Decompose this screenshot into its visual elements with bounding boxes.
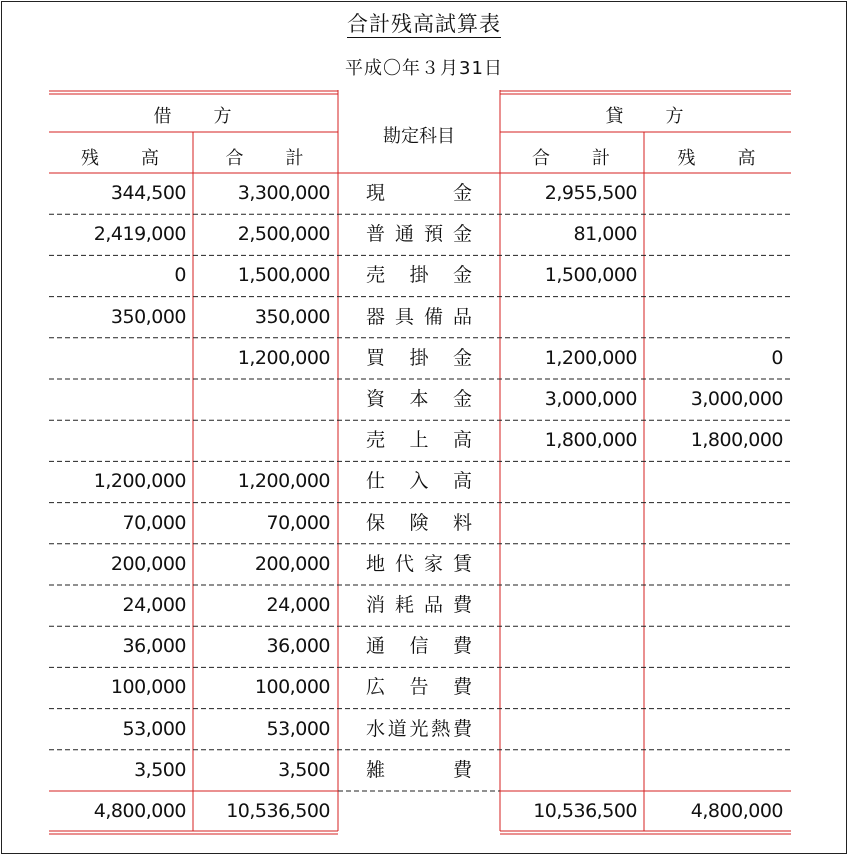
credit-total-total: 10,536,500 <box>533 800 637 822</box>
debit-balance-cell: 100,000 <box>110 676 186 699</box>
account-char: 険 <box>409 511 429 534</box>
debit-total-cell: 3,300,000 <box>237 182 330 204</box>
account-char: 備 <box>423 305 443 328</box>
debit-total-cell: 1,200,000 <box>237 470 330 493</box>
account-char: 光 <box>409 717 429 740</box>
credit-balance-total: 4,800,000 <box>690 800 783 822</box>
credit-total-cell: 2,955,500 <box>544 182 637 204</box>
credit-balance-header: 残 高 <box>677 148 758 169</box>
account-char: 上 <box>409 429 429 452</box>
account-char: 売 <box>366 429 386 452</box>
account-name <box>366 503 472 544</box>
account-char: 器 <box>366 305 386 328</box>
debit-balance-cell: 53,000 <box>122 717 186 740</box>
account-char: 売 <box>366 264 386 287</box>
debit-total-cell: 70,000 <box>266 511 330 534</box>
account-char: 資 <box>366 388 386 410</box>
debit-balance-total: 4,800,000 <box>93 800 186 822</box>
account-char: 水 <box>366 717 386 740</box>
debit-total-cell: 36,000 <box>266 635 330 658</box>
account-char: 費 <box>452 635 472 658</box>
debit-total-total: 10,536,500 <box>226 800 330 822</box>
account-name <box>366 626 472 667</box>
account-char: 費 <box>452 676 472 699</box>
account-name <box>366 255 472 296</box>
account-char: 現 <box>366 182 386 204</box>
account-char: 告 <box>409 676 429 699</box>
credit-balance-cell: 1,800,000 <box>690 429 783 452</box>
account-char: 高 <box>452 470 472 493</box>
account-char: 地 <box>366 552 386 575</box>
account-char: 品 <box>423 594 443 616</box>
debit-balance-cell: 2,419,000 <box>93 223 186 246</box>
credit-total-cell: 81,000 <box>573 223 637 246</box>
account-char: 普 <box>366 223 386 246</box>
account-char: 費 <box>452 758 472 781</box>
debit-balance-cell: 200,000 <box>110 552 186 575</box>
account-char: 費 <box>452 594 472 616</box>
debit-total-cell: 1,500,000 <box>237 264 330 287</box>
debit-balance-cell: 24,000 <box>122 594 186 616</box>
account-char: 掛 <box>409 346 429 369</box>
debit-balance-cell: 36,000 <box>122 635 186 658</box>
credit-total-cell: 3,000,000 <box>544 388 637 410</box>
debit-total-cell: 2,500,000 <box>237 223 330 246</box>
account-name <box>366 667 472 708</box>
debit-balance-cell: 3,500 <box>134 758 186 781</box>
debit-balance-cell: 0 <box>174 264 186 287</box>
account-char: 料 <box>452 511 472 534</box>
report-date: 平成〇年３月31日 <box>345 58 503 79</box>
account-name <box>366 338 472 379</box>
account-name <box>366 750 472 791</box>
account-name <box>366 173 472 214</box>
account-name <box>366 461 472 502</box>
credit-header: 貸 方 <box>605 106 686 127</box>
debit-balance-cell: 1,200,000 <box>93 470 186 493</box>
account-char: 高 <box>452 429 472 452</box>
account-char: 品 <box>452 305 472 328</box>
debit-total-cell: 24,000 <box>266 594 330 616</box>
debit-total-cell: 200,000 <box>254 552 330 575</box>
credit-balance-cell: 3,000,000 <box>690 388 783 410</box>
account-char: 通 <box>366 635 386 658</box>
account-char: 金 <box>452 346 472 369</box>
account-char: 本 <box>409 388 429 410</box>
account-char: 雑 <box>366 758 386 781</box>
debit-header: 借 方 <box>153 106 234 127</box>
account-char: 消 <box>366 594 386 616</box>
account-name <box>366 297 472 338</box>
account-char: 信 <box>409 635 429 658</box>
account-header: 勘定科目 <box>383 126 455 147</box>
account-char: 入 <box>409 470 429 493</box>
account-char: 買 <box>366 346 386 369</box>
account-char: 金 <box>452 264 472 287</box>
account-char: 掛 <box>409 264 429 287</box>
account-name <box>366 709 472 750</box>
credit-balance-cell: 0 <box>771 346 783 369</box>
account-char: 耗 <box>394 594 414 616</box>
account-name <box>366 585 472 626</box>
account-char: 金 <box>452 182 472 204</box>
account-char: 代 <box>394 552 414 575</box>
account-char: 金 <box>452 388 472 410</box>
debit-balance-cell: 70,000 <box>122 511 186 534</box>
account-char: 預 <box>423 223 443 246</box>
debit-balance-cell: 344,500 <box>110 182 186 204</box>
account-char: 家 <box>423 552 443 575</box>
page-title: 合計残高試算表 <box>347 12 501 36</box>
debit-total-header: 合 計 <box>225 148 306 169</box>
debit-balance-header: 残 高 <box>81 148 161 169</box>
trial-balance-table <box>49 90 791 840</box>
debit-total-cell: 53,000 <box>266 717 330 740</box>
account-char: 費 <box>452 717 472 740</box>
account-char: 賃 <box>452 552 472 575</box>
debit-balance-cell: 350,000 <box>110 305 186 328</box>
account-name <box>366 214 472 255</box>
credit-total-cell: 1,500,000 <box>544 264 637 287</box>
account-name <box>366 544 472 585</box>
debit-total-cell: 350,000 <box>254 305 330 328</box>
debit-total-cell: 100,000 <box>254 676 330 699</box>
account-char: 通 <box>394 223 414 246</box>
account-char: 広 <box>366 676 386 699</box>
account-char: 保 <box>366 511 386 534</box>
account-name <box>366 379 472 420</box>
account-name <box>366 420 472 461</box>
credit-total-header: 合 計 <box>532 148 612 169</box>
account-char: 具 <box>394 305 414 328</box>
credit-total-cell: 1,200,000 <box>544 346 637 369</box>
debit-total-cell: 1,200,000 <box>237 346 330 369</box>
account-char: 道 <box>387 717 407 740</box>
credit-total-cell: 1,800,000 <box>544 429 637 452</box>
account-char: 仕 <box>366 470 386 493</box>
debit-total-cell: 3,500 <box>278 758 330 781</box>
account-char: 熱 <box>431 717 451 740</box>
account-char: 金 <box>452 223 472 246</box>
